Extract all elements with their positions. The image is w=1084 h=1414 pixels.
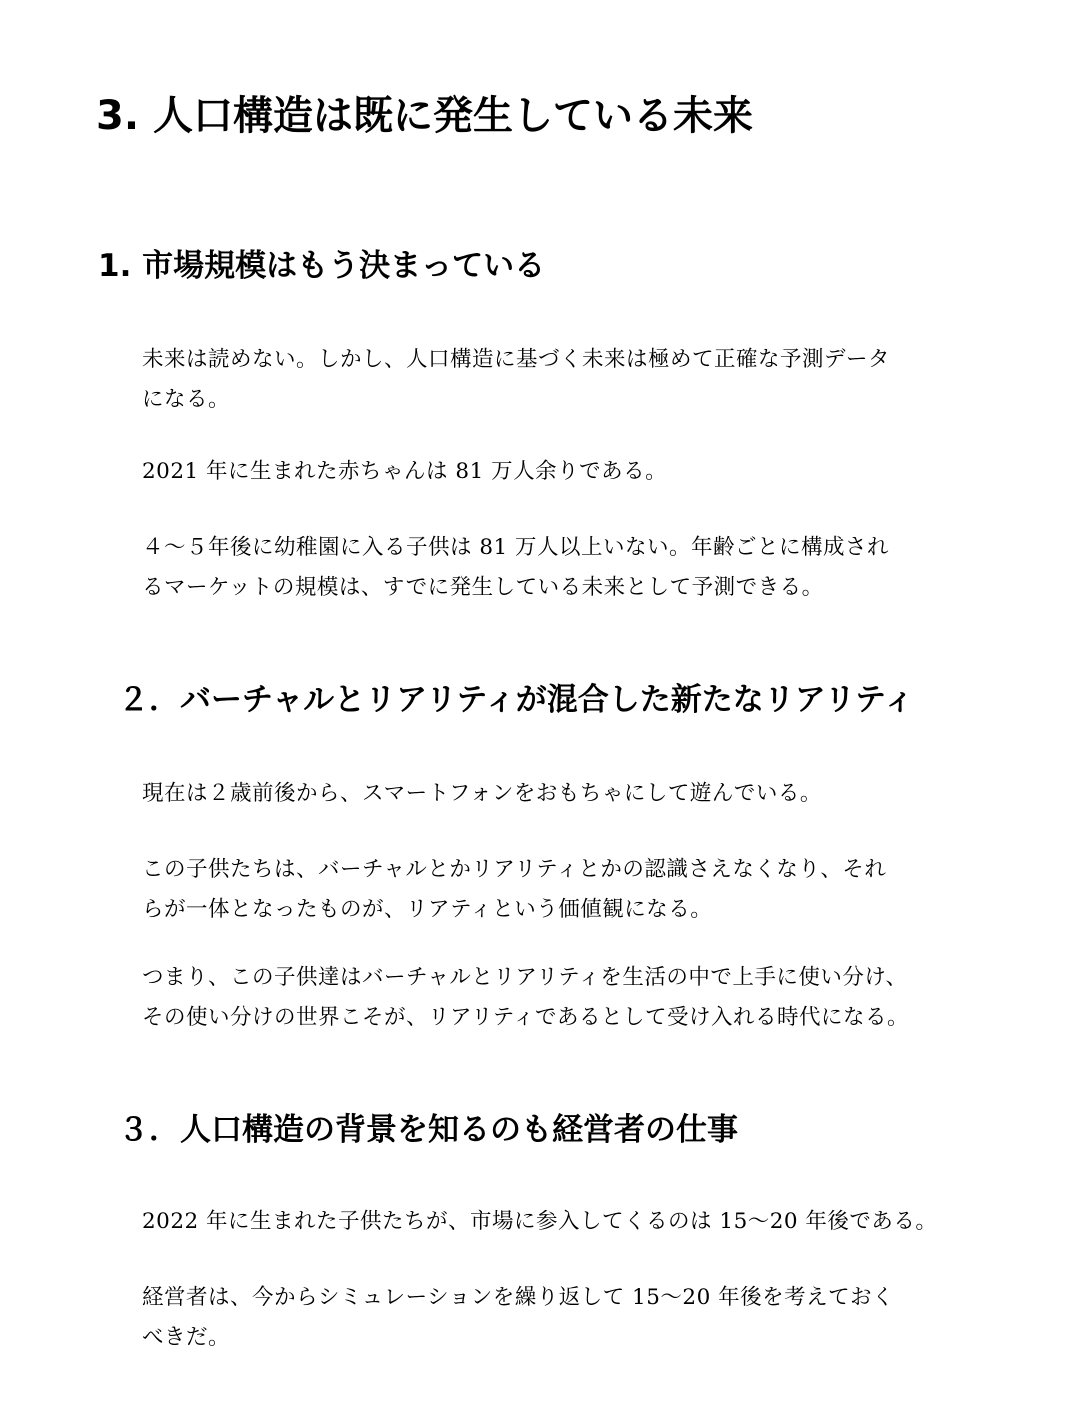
paragraph-line: るマーケットの規模は、すでに発生している未来として予測できる。 [142,575,824,600]
paragraph-line: 経営者は、今からシミュレーションを繰り返して 15～20 年後を考えておく [142,1285,895,1310]
section-2-paragraph-1 [142,774,1002,814]
paragraph-line: になる。 [142,387,231,412]
paragraph-line: べきだ。 [142,1325,231,1350]
paragraph-line: 2022 年に生まれた子供たちが、市場に参入してくるのは 15～20 年後である。 [142,1209,938,1234]
section-2-paragraph-3 [142,958,1002,1038]
paragraph-line: つまり、この子供達はバーチャルとリアリティを生活の中で上手に使い分け、 [142,965,908,990]
paragraph-line: ４～５年後に幼稚園に入る子供は 81 万人以上いない。年齢ごとに構成され [142,535,890,560]
paragraph-line: 未来は読めない。しかし、人口構造に基づく未来は極めて正確な予測データ [142,347,891,372]
paragraph-line: その使い分けの世界こそが、リアリティであるとして受け入れる時代になる。 [142,1005,909,1030]
paragraph-line: 2021 年に生まれた赤ちゃんは 81 万人余りである。 [142,459,668,484]
section-3-paragraph-2 [142,1278,1002,1358]
section-2-heading: ２．バーチャルとリアリティが混合した新たなリアリティ [118,682,915,718]
section-1-paragraph-1 [142,340,1002,420]
paragraph-line: らが一体となったものが、リアティという価値観になる。 [142,897,713,922]
section-1-paragraph-3 [142,528,1002,608]
section-3-paragraph-1 [142,1202,1002,1242]
section-1-heading: 1. 市場規模はもう決まっている [98,248,546,284]
page-title: 3. 人口構造は既に発生している未来 [96,93,753,139]
section-1-paragraph-2 [142,452,1002,492]
section-3-heading: ３．人口構造の背景を知るのも経営者の仕事 [118,1112,738,1148]
paragraph-line: この子供たちは、バーチャルとかリアリティとかの認識さえなくなり、それ [142,857,887,882]
section-2-paragraph-2 [142,850,1002,930]
paragraph-line: 現在は２歳前後から、スマートフォンをおもちゃにして遊んでいる。 [142,781,822,806]
